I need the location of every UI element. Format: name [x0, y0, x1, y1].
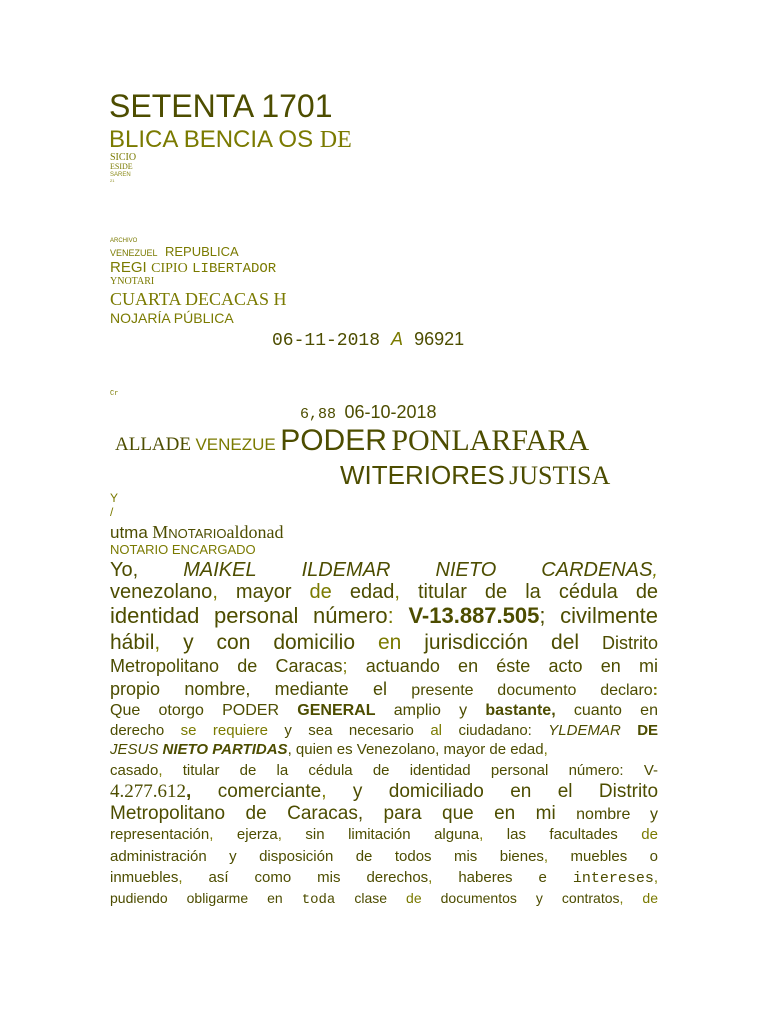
body-line-2 [110, 582, 658, 602]
body-text: ; civilmente [539, 603, 658, 628]
body-text: edad, [349, 581, 400, 603]
body-text: de [642, 890, 658, 906]
seal-text-2: ESIDE [110, 162, 133, 171]
body-text: ILDEMAR [301, 559, 391, 581]
body-line-11 [110, 782, 658, 801]
stamp-number: 96921 [414, 329, 465, 349]
seal-text-4: 21 [110, 178, 115, 183]
notary-signature-line [110, 523, 284, 542]
body-text: inmuebles, [110, 869, 183, 886]
body-text: sin limitación alguna, [305, 826, 484, 843]
body-text: muebles o [570, 848, 658, 865]
stamp-regi-line [110, 260, 276, 276]
body-text: intereses, [572, 869, 659, 887]
title-line-2 [340, 462, 610, 489]
body-text: propio nombre, mediante el [110, 679, 387, 699]
stamp-republica: REPUBLICA [164, 244, 239, 259]
body-text: en [377, 631, 402, 654]
body-line-15 [110, 870, 658, 886]
body-line-8 [110, 723, 658, 738]
body-text: 4.277.612, [110, 781, 192, 802]
body-text: ejerza, [236, 826, 282, 843]
stamp-cr: Cr [110, 390, 119, 398]
body-name: DE [637, 722, 659, 739]
body-text: de [484, 581, 508, 603]
title-line-1 [115, 426, 589, 456]
body-text: identidad personal número: [110, 603, 394, 628]
title-poder: PODER [280, 424, 387, 457]
stamp-date-line [272, 330, 464, 350]
body-text: cuanto en [573, 702, 658, 719]
body-text: presente documento declaro: [411, 682, 658, 699]
mark-slash: / [110, 505, 114, 519]
body-text: pudiendo obligarme en [110, 890, 283, 906]
body-text: Distrito [601, 633, 658, 653]
body-text: GENERAL [297, 702, 376, 719]
body-text: derecho [110, 722, 165, 739]
body-line-5 [110, 657, 658, 675]
notary-aldonad: aldonad [226, 522, 284, 542]
notary-m: M [152, 522, 169, 542]
heading-line-2 [109, 128, 352, 152]
body-text: amplio y [393, 702, 468, 719]
body-text: de [641, 826, 658, 843]
heading-line-2-text: BLICA BENCIA OS [109, 126, 314, 153]
body-text: bastante, [485, 702, 556, 719]
body-name: JESUS [110, 741, 159, 758]
title-justisa: JUSTISA [509, 461, 611, 490]
body-text: Metropolitano de Caracas, para que en mi [110, 803, 556, 824]
body-text: disposición de [259, 848, 373, 865]
body-text: así como mis derechos, [208, 869, 433, 886]
body-text: nombre y [576, 806, 658, 823]
body-text: cédula [558, 581, 618, 603]
stamp-nojaria: NOJARÍA PÚBLICA [110, 310, 234, 326]
notary-notario: NOTARIO [168, 526, 227, 541]
body-text: contratos, [561, 890, 624, 906]
stamp-republica-line [110, 244, 239, 260]
body-line-1 [110, 560, 658, 580]
body-text: toda [301, 892, 336, 908]
body-text: venezolano, [110, 581, 218, 603]
title-venezue: VENEZUE [195, 435, 276, 454]
body-name: NIETO PARTIDAS [162, 741, 288, 758]
stamp-venezuel: VENEZUEL [110, 248, 158, 258]
stamp-amount-line [300, 403, 437, 422]
stamp-a: A [391, 329, 404, 349]
body-text: Metropolitano de Caracas; [110, 656, 348, 676]
body-name: YLDEMAR [548, 722, 621, 739]
title-witeriores: WITERIORES [340, 460, 505, 490]
stamp-ynotari: YNOTARI [110, 276, 155, 287]
mark-y: Y [110, 491, 119, 505]
body-text: todos mis bienes, [394, 848, 549, 865]
body-text: mayor [235, 581, 292, 603]
body-text: hábil, [110, 631, 161, 654]
body-line-7 [110, 703, 658, 719]
stamp-date-1: 06-11-2018 [272, 331, 381, 351]
body-text: haberes e [458, 869, 547, 886]
body-id-number: V-13.887.505 [408, 603, 540, 628]
body-text: representación, [110, 826, 214, 843]
body-text: de [309, 581, 332, 603]
body-text: actuando en éste acto en mi [365, 656, 658, 676]
document-heading: SETENTA 1701 [109, 88, 333, 124]
body-text: CARDENAS, [541, 559, 658, 581]
body-text: , quien es Venezolano, mayor de edad [287, 741, 544, 758]
body-text: y sea necesario [284, 722, 414, 739]
body-text: titular [417, 581, 467, 603]
body-line-12 [110, 804, 658, 823]
stamp-libertador: LIBERTADOR [192, 261, 277, 277]
body-text: se requiere [180, 722, 268, 739]
seal-text-3: SAREN [110, 172, 131, 178]
body-text: de [635, 581, 659, 603]
body-text: y domiciliado en el Distrito [352, 781, 659, 802]
stamp-archivo: ARCHIVO [110, 238, 138, 244]
body-text: titular de la cédula de identidad personal número: [182, 762, 624, 779]
stamp-date-2: 06-10-2018 [344, 402, 437, 422]
stamp-cipio: CIPIO [151, 261, 188, 276]
body-line-4 [110, 632, 658, 653]
body-text: ciudadano: [458, 722, 532, 739]
stamp-cuarta: CUARTA DECACAS H [110, 289, 287, 309]
body-text: casado, [110, 762, 163, 779]
notary-encargado: NOTARIO ENCARGADO [110, 542, 256, 557]
body-text: clase [354, 890, 388, 906]
heading-line-2-de: DE [319, 127, 352, 153]
stamp-amount: 6,88 [300, 406, 337, 423]
body-text: MAIKEL [183, 559, 257, 581]
notary-utma: utma [110, 523, 148, 542]
body-text: la [525, 581, 541, 603]
body-line-6 [110, 680, 658, 699]
body-line-3 [110, 605, 658, 627]
body-line-16 [110, 891, 658, 907]
body-line-14 [110, 849, 658, 864]
body-text: al [430, 722, 443, 739]
body-text: de [406, 890, 422, 906]
body-line-10 [110, 763, 658, 778]
body-line-13 [110, 827, 658, 842]
body-text: V- [643, 762, 659, 779]
stamp-regi: REGI [110, 259, 147, 276]
body-text: jurisdicción del [424, 631, 580, 654]
body-text: documentos y [440, 890, 543, 906]
body-line-9 [110, 742, 548, 757]
body-text: y con domicilio [183, 631, 356, 654]
body-text: , [543, 741, 548, 758]
body-text: las facultades [506, 826, 618, 843]
body-text: administración y [110, 848, 237, 865]
title-allade: ALLADE [115, 434, 191, 455]
body-text: Que otorgo PODER [110, 702, 280, 719]
seal-text-1: SICIO [110, 152, 137, 163]
body-text: NIETO [435, 559, 497, 581]
body-text: Yo, [110, 559, 139, 581]
title-ponlarfara: PONLARFARA [391, 424, 590, 457]
body-text: comerciante, [217, 781, 327, 802]
